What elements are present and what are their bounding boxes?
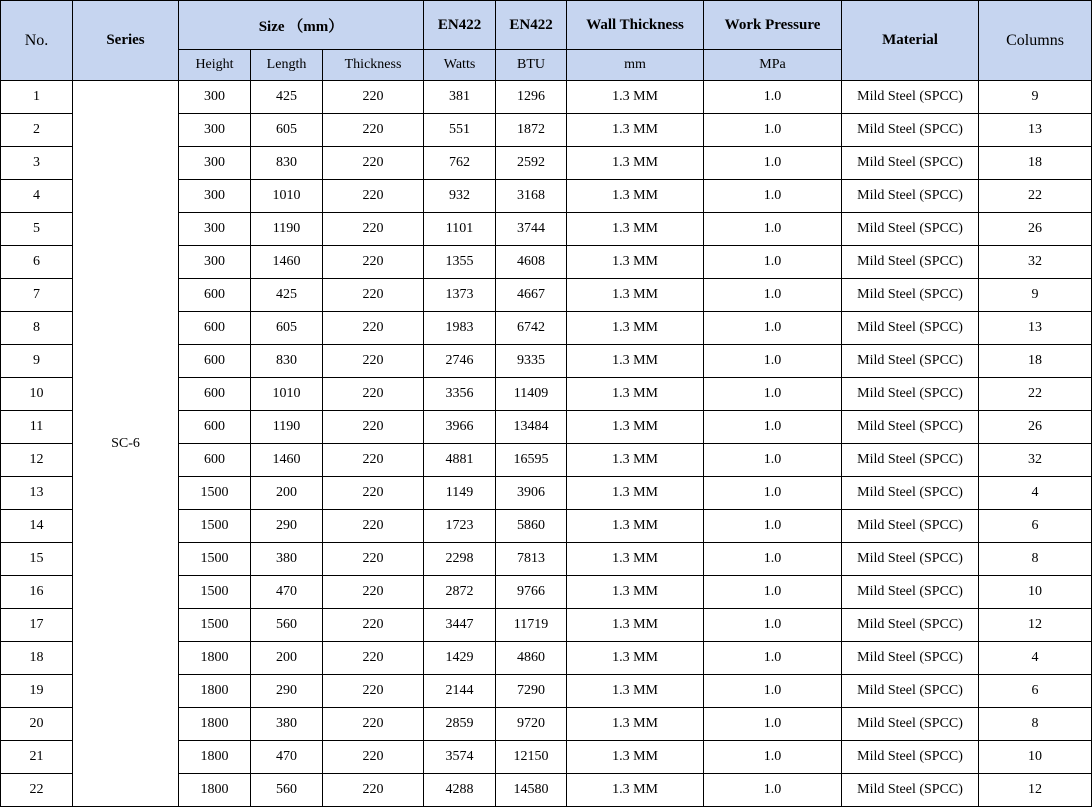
cell-series: SC-6 (73, 81, 179, 807)
cell-btu: 6742 (496, 312, 567, 345)
cell-wall: 1.3 MM (567, 609, 704, 642)
cell-length: 605 (251, 114, 323, 147)
header-en422-watts: EN422 (424, 1, 496, 50)
cell-wall: 1.3 MM (567, 213, 704, 246)
cell-columns: 12 (979, 609, 1092, 642)
cell-material: Mild Steel (SPCC) (842, 477, 979, 510)
cell-length: 380 (251, 543, 323, 576)
cell-no: 12 (1, 444, 73, 477)
cell-no: 1 (1, 81, 73, 114)
cell-watts: 1373 (424, 279, 496, 312)
cell-watts: 3356 (424, 378, 496, 411)
cell-no: 22 (1, 774, 73, 807)
cell-thickness: 220 (323, 444, 424, 477)
cell-thickness: 220 (323, 411, 424, 444)
cell-height: 1800 (179, 708, 251, 741)
cell-length: 290 (251, 510, 323, 543)
cell-watts: 2298 (424, 543, 496, 576)
cell-height: 600 (179, 411, 251, 444)
cell-wall: 1.3 MM (567, 114, 704, 147)
cell-height: 300 (179, 81, 251, 114)
header-columns: Columns (979, 1, 1092, 81)
cell-length: 425 (251, 279, 323, 312)
cell-watts: 1149 (424, 477, 496, 510)
cell-pressure: 1.0 (704, 576, 842, 609)
cell-watts: 1355 (424, 246, 496, 279)
header-work-pressure: Work Pressure (704, 1, 842, 50)
header-size: Size （mm） (179, 1, 424, 50)
cell-material: Mild Steel (SPCC) (842, 147, 979, 180)
cell-height: 1800 (179, 642, 251, 675)
cell-height: 1500 (179, 609, 251, 642)
cell-no: 13 (1, 477, 73, 510)
cell-material: Mild Steel (SPCC) (842, 312, 979, 345)
cell-watts: 551 (424, 114, 496, 147)
header-material: Material (842, 1, 979, 81)
cell-columns: 9 (979, 279, 1092, 312)
table-body (1, 81, 1092, 807)
cell-thickness: 220 (323, 510, 424, 543)
cell-wall: 1.3 MM (567, 147, 704, 180)
cell-material: Mild Steel (SPCC) (842, 675, 979, 708)
table-row (1, 81, 1092, 114)
cell-thickness: 220 (323, 642, 424, 675)
cell-btu: 4667 (496, 279, 567, 312)
cell-pressure: 1.0 (704, 675, 842, 708)
cell-wall: 1.3 MM (567, 246, 704, 279)
subheader-btu: BTU (496, 50, 567, 81)
cell-thickness: 220 (323, 81, 424, 114)
cell-no: 5 (1, 213, 73, 246)
cell-length: 470 (251, 741, 323, 774)
cell-columns: 8 (979, 543, 1092, 576)
cell-material: Mild Steel (SPCC) (842, 378, 979, 411)
cell-btu: 4860 (496, 642, 567, 675)
cell-thickness: 220 (323, 345, 424, 378)
cell-thickness: 220 (323, 378, 424, 411)
cell-wall: 1.3 MM (567, 510, 704, 543)
cell-watts: 2872 (424, 576, 496, 609)
cell-wall: 1.3 MM (567, 741, 704, 774)
cell-watts: 381 (424, 81, 496, 114)
cell-columns: 13 (979, 312, 1092, 345)
cell-no: 6 (1, 246, 73, 279)
cell-columns: 6 (979, 675, 1092, 708)
cell-pressure: 1.0 (704, 345, 842, 378)
subheader-watts: Watts (424, 50, 496, 81)
cell-height: 300 (179, 114, 251, 147)
cell-length: 1460 (251, 444, 323, 477)
cell-height: 300 (179, 180, 251, 213)
cell-material: Mild Steel (SPCC) (842, 741, 979, 774)
cell-btu: 12150 (496, 741, 567, 774)
cell-height: 600 (179, 378, 251, 411)
cell-material: Mild Steel (SPCC) (842, 543, 979, 576)
cell-wall: 1.3 MM (567, 279, 704, 312)
cell-pressure: 1.0 (704, 642, 842, 675)
cell-btu: 7813 (496, 543, 567, 576)
cell-watts: 762 (424, 147, 496, 180)
cell-length: 1010 (251, 180, 323, 213)
cell-columns: 9 (979, 81, 1092, 114)
cell-pressure: 1.0 (704, 378, 842, 411)
cell-thickness: 220 (323, 675, 424, 708)
cell-pressure: 1.0 (704, 543, 842, 576)
cell-btu: 9766 (496, 576, 567, 609)
cell-pressure: 1.0 (704, 741, 842, 774)
cell-wall: 1.3 MM (567, 81, 704, 114)
cell-wall: 1.3 MM (567, 378, 704, 411)
cell-btu: 9720 (496, 708, 567, 741)
cell-wall: 1.3 MM (567, 477, 704, 510)
cell-height: 1500 (179, 543, 251, 576)
cell-material: Mild Steel (SPCC) (842, 81, 979, 114)
cell-material: Mild Steel (SPCC) (842, 510, 979, 543)
cell-watts: 4881 (424, 444, 496, 477)
cell-length: 605 (251, 312, 323, 345)
cell-columns: 22 (979, 180, 1092, 213)
header-row (1, 1, 1092, 50)
cell-watts: 2144 (424, 675, 496, 708)
cell-columns: 32 (979, 246, 1092, 279)
cell-watts: 1983 (424, 312, 496, 345)
header-wall-thickness: Wall Thickness (567, 1, 704, 50)
cell-watts: 4288 (424, 774, 496, 807)
cell-wall: 1.3 MM (567, 642, 704, 675)
cell-btu: 9335 (496, 345, 567, 378)
cell-length: 200 (251, 477, 323, 510)
cell-columns: 32 (979, 444, 1092, 477)
cell-watts: 1723 (424, 510, 496, 543)
cell-material: Mild Steel (SPCC) (842, 246, 979, 279)
cell-wall: 1.3 MM (567, 345, 704, 378)
cell-btu: 11719 (496, 609, 567, 642)
cell-watts: 932 (424, 180, 496, 213)
cell-thickness: 220 (323, 774, 424, 807)
cell-height: 1500 (179, 576, 251, 609)
cell-columns: 18 (979, 345, 1092, 378)
cell-columns: 4 (979, 477, 1092, 510)
cell-btu: 3168 (496, 180, 567, 213)
cell-pressure: 1.0 (704, 312, 842, 345)
cell-length: 1190 (251, 213, 323, 246)
cell-no: 4 (1, 180, 73, 213)
cell-btu: 3906 (496, 477, 567, 510)
header-series: Series (73, 1, 179, 81)
cell-no: 19 (1, 675, 73, 708)
cell-pressure: 1.0 (704, 180, 842, 213)
cell-pressure: 1.0 (704, 444, 842, 477)
cell-columns: 22 (979, 378, 1092, 411)
cell-columns: 8 (979, 708, 1092, 741)
cell-btu: 16595 (496, 444, 567, 477)
cell-thickness: 220 (323, 312, 424, 345)
cell-btu: 5860 (496, 510, 567, 543)
cell-height: 1500 (179, 510, 251, 543)
cell-thickness: 220 (323, 147, 424, 180)
cell-btu: 13484 (496, 411, 567, 444)
cell-no: 2 (1, 114, 73, 147)
cell-wall: 1.3 MM (567, 411, 704, 444)
cell-height: 600 (179, 312, 251, 345)
cell-material: Mild Steel (SPCC) (842, 213, 979, 246)
cell-length: 200 (251, 642, 323, 675)
cell-height: 300 (179, 246, 251, 279)
cell-length: 830 (251, 147, 323, 180)
cell-height: 1500 (179, 477, 251, 510)
cell-watts: 2746 (424, 345, 496, 378)
cell-columns: 10 (979, 741, 1092, 774)
cell-material: Mild Steel (SPCC) (842, 708, 979, 741)
cell-length: 470 (251, 576, 323, 609)
cell-material: Mild Steel (SPCC) (842, 345, 979, 378)
subheader-length: Length (251, 50, 323, 81)
cell-material: Mild Steel (SPCC) (842, 609, 979, 642)
cell-thickness: 220 (323, 180, 424, 213)
cell-wall: 1.3 MM (567, 675, 704, 708)
cell-pressure: 1.0 (704, 477, 842, 510)
cell-wall: 1.3 MM (567, 774, 704, 807)
subheader-mm: mm (567, 50, 704, 81)
cell-material: Mild Steel (SPCC) (842, 411, 979, 444)
cell-length: 290 (251, 675, 323, 708)
cell-watts: 3447 (424, 609, 496, 642)
cell-length: 425 (251, 81, 323, 114)
cell-wall: 1.3 MM (567, 312, 704, 345)
cell-no: 8 (1, 312, 73, 345)
cell-wall: 1.3 MM (567, 708, 704, 741)
cell-no: 15 (1, 543, 73, 576)
cell-thickness: 220 (323, 114, 424, 147)
cell-pressure: 1.0 (704, 510, 842, 543)
cell-material: Mild Steel (SPCC) (842, 774, 979, 807)
cell-btu: 1296 (496, 81, 567, 114)
cell-material: Mild Steel (SPCC) (842, 279, 979, 312)
cell-thickness: 220 (323, 543, 424, 576)
cell-watts: 2859 (424, 708, 496, 741)
cell-material: Mild Steel (SPCC) (842, 576, 979, 609)
cell-height: 600 (179, 279, 251, 312)
cell-pressure: 1.0 (704, 279, 842, 312)
cell-height: 600 (179, 345, 251, 378)
cell-length: 1460 (251, 246, 323, 279)
cell-columns: 18 (979, 147, 1092, 180)
cell-height: 300 (179, 213, 251, 246)
subheader-height: Height (179, 50, 251, 81)
header-no: No. (1, 1, 73, 81)
cell-pressure: 1.0 (704, 774, 842, 807)
header-en422-btu: EN422 (496, 1, 567, 50)
cell-columns: 26 (979, 411, 1092, 444)
cell-material: Mild Steel (SPCC) (842, 642, 979, 675)
cell-pressure: 1.0 (704, 246, 842, 279)
cell-wall: 1.3 MM (567, 444, 704, 477)
cell-length: 560 (251, 774, 323, 807)
cell-material: Mild Steel (SPCC) (842, 444, 979, 477)
cell-thickness: 220 (323, 609, 424, 642)
cell-no: 7 (1, 279, 73, 312)
cell-thickness: 220 (323, 741, 424, 774)
cell-no: 9 (1, 345, 73, 378)
cell-wall: 1.3 MM (567, 180, 704, 213)
cell-btu: 11409 (496, 378, 567, 411)
cell-length: 1010 (251, 378, 323, 411)
cell-watts: 1101 (424, 213, 496, 246)
cell-height: 600 (179, 444, 251, 477)
cell-columns: 12 (979, 774, 1092, 807)
cell-pressure: 1.0 (704, 411, 842, 444)
cell-height: 1800 (179, 741, 251, 774)
cell-thickness: 220 (323, 576, 424, 609)
cell-btu: 3744 (496, 213, 567, 246)
cell-columns: 26 (979, 213, 1092, 246)
cell-btu: 4608 (496, 246, 567, 279)
cell-length: 830 (251, 345, 323, 378)
cell-watts: 3966 (424, 411, 496, 444)
cell-wall: 1.3 MM (567, 576, 704, 609)
cell-thickness: 220 (323, 708, 424, 741)
cell-length: 380 (251, 708, 323, 741)
cell-pressure: 1.0 (704, 147, 842, 180)
cell-pressure: 1.0 (704, 114, 842, 147)
cell-no: 17 (1, 609, 73, 642)
cell-thickness: 220 (323, 246, 424, 279)
cell-columns: 6 (979, 510, 1092, 543)
cell-btu: 1872 (496, 114, 567, 147)
cell-no: 11 (1, 411, 73, 444)
cell-length: 560 (251, 609, 323, 642)
cell-thickness: 220 (323, 477, 424, 510)
cell-thickness: 220 (323, 213, 424, 246)
cell-pressure: 1.0 (704, 213, 842, 246)
table-header (1, 1, 1092, 81)
cell-no: 14 (1, 510, 73, 543)
cell-no: 10 (1, 378, 73, 411)
cell-height: 1800 (179, 675, 251, 708)
cell-btu: 2592 (496, 147, 567, 180)
cell-thickness: 220 (323, 279, 424, 312)
subheader-mpa: MPa (704, 50, 842, 81)
cell-wall: 1.3 MM (567, 543, 704, 576)
cell-length: 1190 (251, 411, 323, 444)
subheader-thickness: Thickness (323, 50, 424, 81)
cell-columns: 4 (979, 642, 1092, 675)
cell-no: 21 (1, 741, 73, 774)
cell-no: 18 (1, 642, 73, 675)
cell-no: 20 (1, 708, 73, 741)
cell-pressure: 1.0 (704, 609, 842, 642)
cell-btu: 14580 (496, 774, 567, 807)
cell-height: 300 (179, 147, 251, 180)
cell-watts: 1429 (424, 642, 496, 675)
cell-material: Mild Steel (SPCC) (842, 180, 979, 213)
cell-pressure: 1.0 (704, 708, 842, 741)
cell-material: Mild Steel (SPCC) (842, 114, 979, 147)
cell-no: 3 (1, 147, 73, 180)
cell-btu: 7290 (496, 675, 567, 708)
cell-pressure: 1.0 (704, 81, 842, 114)
cell-watts: 3574 (424, 741, 496, 774)
cell-no: 16 (1, 576, 73, 609)
cell-columns: 10 (979, 576, 1092, 609)
cell-columns: 13 (979, 114, 1092, 147)
cell-height: 1800 (179, 774, 251, 807)
